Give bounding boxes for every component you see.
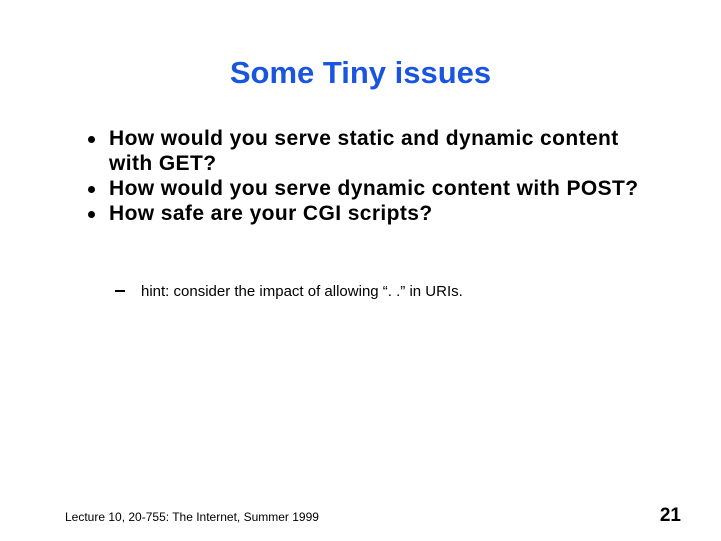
bullet-dot-icon <box>88 136 95 143</box>
page-number: 21 <box>659 505 681 526</box>
sub-bullet <box>115 281 463 303</box>
bullet-list <box>98 126 658 226</box>
bullet-dot-icon <box>88 186 95 193</box>
bullet-item <box>98 176 658 201</box>
bullet-text: How safe are your CGI scripts? <box>109 202 433 225</box>
bullet-text: How would you serve dynamic content with POST? <box>109 177 639 200</box>
slide-title: Some Tiny issues <box>229 55 492 90</box>
bullet-dot-icon <box>88 211 95 218</box>
bullet-text: How would you serve static and dynamic content with GET? <box>109 127 619 175</box>
bullet-item <box>98 201 658 226</box>
bullet-item <box>98 126 658 176</box>
sub-bullet-text: hint: consider the impact of allowing “. .” in URIs. <box>141 283 463 300</box>
footer-text: Lecture 10, 20-755: The Internet, Summer 1999 <box>65 510 319 524</box>
dash-icon <box>115 290 125 292</box>
